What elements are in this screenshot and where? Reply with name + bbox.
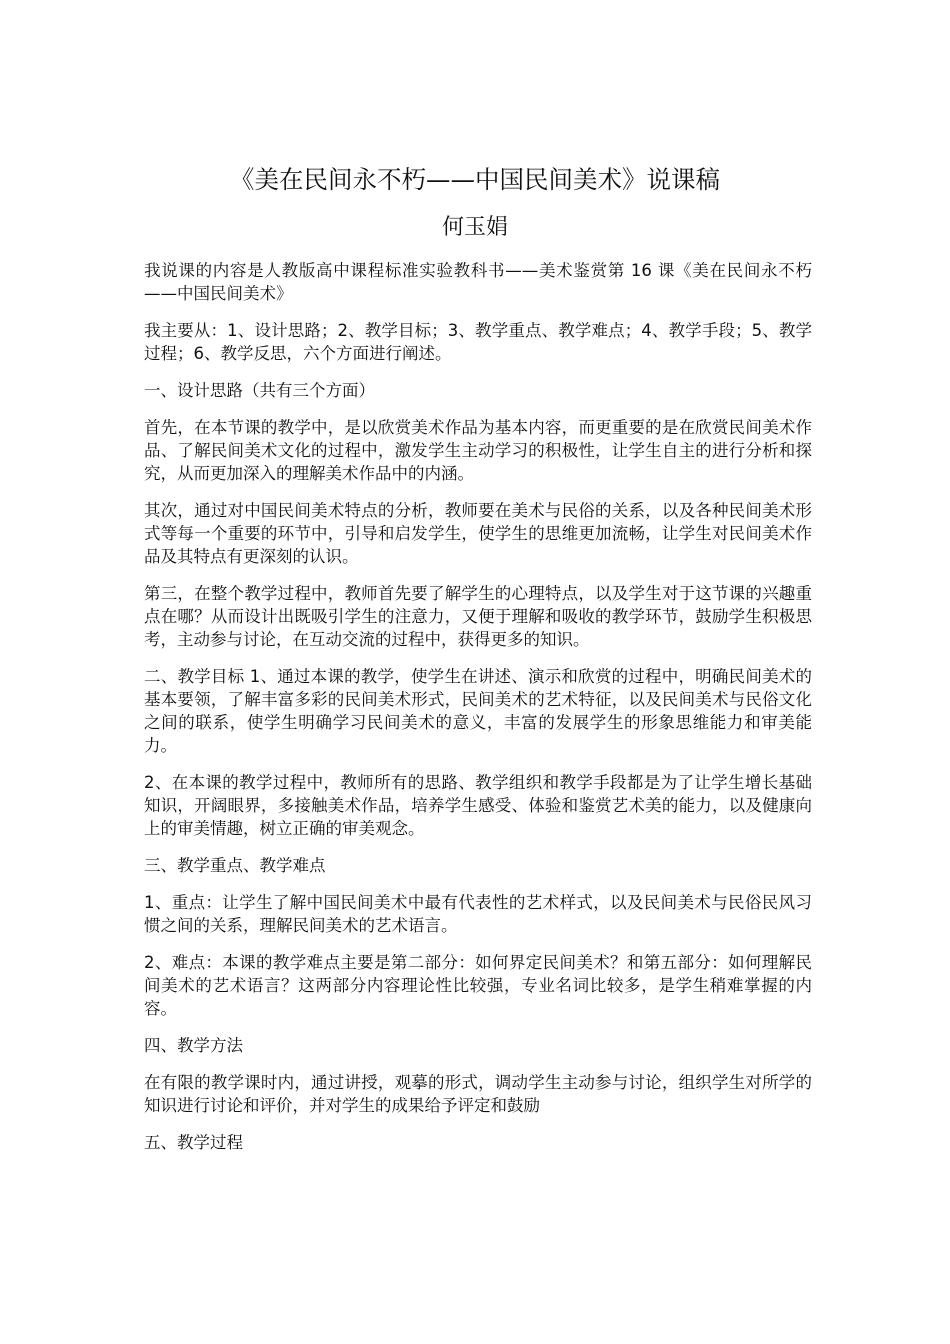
section-heading-key-points: 三、教学重点、教学难点 bbox=[144, 856, 326, 875]
paragraph-key-point: 1、重点：让学生了解中国民间美术中最有代表性的艺术样式，以及民间美术与民俗民风习惯之间的关系，理解民间美术的艺术语言。 bbox=[144, 893, 812, 935]
document-title: 《美在民间永不朽——中国民间美术》说课稿 bbox=[230, 165, 720, 194]
section-heading-design: 一、设计思路（共有三个方面） bbox=[144, 381, 375, 400]
document-body bbox=[144, 259, 812, 1168]
paragraph-goals-2: 2、在本课的教学过程中，教师所有的思路、教学组织和教学手段都是为了让学生增长基础知识，开阔眼界，多接触美术作品，培养学生感受、体验和鉴赏艺术美的能力，以及健康向上的审美情趣，树立正确的审美观念。 bbox=[144, 773, 812, 838]
paragraph-design-first: 首先，在本节课的教学中，是以欣赏美术作品为基本内容，而更重要的是在欣赏民间美术作品、了解民间美术文化的过程中，激发学生主动学习的积极性，让学生自主的进行分析和探究，从而更加深入的理解美术作品中的内涵。 bbox=[144, 418, 812, 483]
document-author: 何玉娟 bbox=[441, 215, 508, 240]
paragraph-outline: 我主要从：1、设计思路；2、教学目标；3、教学重点、教学难点；4、教学手段；5、教学过程；6、教学反思，六个方面进行阐述。 bbox=[144, 321, 812, 363]
section-heading-process: 五、教学过程 bbox=[144, 1133, 243, 1152]
section-heading-methods: 四、教学方法 bbox=[144, 1036, 243, 1055]
paragraph-design-second: 其次，通过对中国民间美术特点的分析，教师要在美术与民俗的关系，以及各种民间美术形式等每一个重要的环节中，引导和启发学生，使学生的思维更加流畅，让学生对民间美术作品及其特点有更深刻的认识。 bbox=[144, 501, 812, 566]
paragraph-difficulty: 2、难点：本课的教学难点主要是第二部分：如何界定民间美术？和第五部分：如何理解民间美术的艺术语言？这两部分内容理论性比较强，专业名词比较多，是学生稍难掌握的内容。 bbox=[144, 953, 812, 1018]
paragraph-design-third: 第三，在整个教学过程中，教师首先要了解学生的心理特点，以及学生对于这节课的兴趣重点在哪？从而设计出既吸引学生的注意力，又便于理解和吸收的教学环节，鼓励学生积极思考，主动参与讨论，在互动交流的过程中，获得更多的知识。 bbox=[144, 584, 812, 649]
paragraph-goals-1: 二、教学目标 1、通过本课的教学，使学生在讲述、演示和欣赏的过程中，明确民间美术的基本要领，了解丰富多彩的民间美术形式，民间美术的艺术特征，以及民间美术与民俗文化之间的联系，使学生明确学习民间美术的意义，丰富的发展学生的形象思维能力和审美能力。 bbox=[144, 667, 812, 755]
paragraph-methods: 在有限的教学课时内，通过讲授，观摹的形式，调动学生主动参与讨论，组织学生对所学的知识进行讨论和评价，并对学生的成果给予评定和鼓励 bbox=[144, 1073, 812, 1115]
paragraph-intro: 我说课的内容是人教版高中课程标准实验教科书——美术鉴赏第 16 课《美在民间永不朽——中国民间美术》 bbox=[144, 261, 812, 303]
